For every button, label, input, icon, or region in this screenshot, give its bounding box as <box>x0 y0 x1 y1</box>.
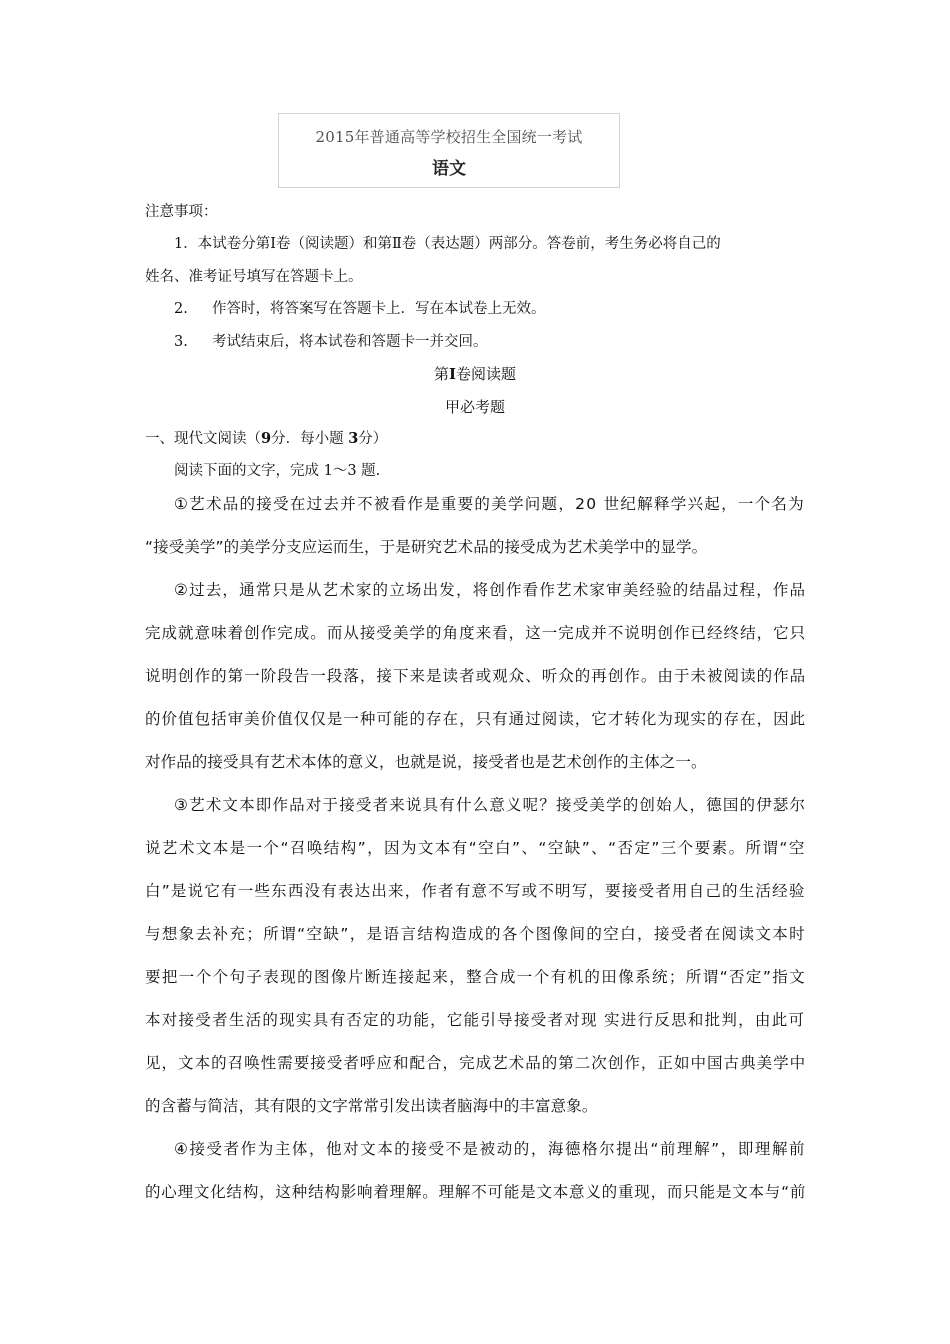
passage-line: ③艺术文本即作品对于接受者来说具有什么意义呢？接受美学的创始人，德国的伊瑟尔 <box>174 796 807 814</box>
notes-item-1-line-2: 姓名、准考证号填写在答题卡上。 <box>145 269 363 285</box>
exam-title: 2015年普通高等学校招生全国统一考试 <box>315 128 583 146</box>
passage-line: ②过去，通常只是从艺术家的立场出发，将创作看作艺术家审美经验的结晶过程，作品 <box>174 581 807 599</box>
notes-item-1-line-1: 1．本试卷分第Ⅰ卷（阅读题）和第Ⅱ卷（表达题）两部分。答卷前，考生务必将自己的 <box>174 236 721 252</box>
part-heading: 一、现代文阅读（9分．每小题 3分） <box>145 430 388 447</box>
passage-line: 说艺术文本是一个“召唤结构”，因为文本有“空白”、“空缺”、“否定”三个要素。所谓“空 <box>145 839 806 857</box>
passage-line: 的含蓄与简洁，其有限的文字常常引发出读者脑海中的丰富意象。 <box>145 1097 598 1115</box>
required-questions-title: 甲必考题 <box>444 398 505 416</box>
notes-item-2-text: 作答时，将答案写在答题卡上．写在本试卷上无效。 <box>212 301 546 317</box>
exam-title-box <box>278 113 620 188</box>
passage-line: 对作品的接受具有艺术本体的意义，也就是说，接受者也是艺术创作的主体之一。 <box>145 753 707 771</box>
passage-line: 要把一个个句子表现的图像片断连接起来，整合成一个有机的田像系统；所谓“否定”指文 <box>145 968 807 986</box>
passage-line: 说明创作的第一阶段告一段落，接下来是读者或观众、听众的再创作。由于未被阅读的作品 <box>145 667 807 685</box>
notes-item-3-number: 3. <box>174 334 188 350</box>
notes-item-2-number: 2. <box>174 301 188 317</box>
passage-line: 白”是说它有一些东西没有表达出来，作者有意不写或不明写，要接受者用自己的生活经验 <box>145 882 806 900</box>
notes-heading: 注意事项： <box>145 204 218 220</box>
volume-title: 第I卷阅读题 <box>433 365 517 383</box>
notes-item-3-text: 考试结束后，将本试卷和答题卡一并交回。 <box>212 334 488 350</box>
passage-line: 与想象去补充；所谓“空缺”，是语言结构造成的各个图像间的空白，接受者在阅读文本时 <box>145 925 807 943</box>
passage-line: 完成就意味着创作完成。而从接受美学的角度来看，这一完成并不说明创作已经终结，它只 <box>145 624 807 642</box>
passage-line: 见，文本的召唤性需要接受者呼应和配合，完成艺术品的第二次创作，正如中国古典美学中 <box>145 1054 807 1072</box>
passage-line: “接受美学”的美学分支应运而生，于是研究艺术品的接受成为艺术美学中的显学。 <box>145 538 708 556</box>
passage-line: 的心理文化结构，这种结构影响着理解。理解不可能是文本意义的重现，而只能是文本与“前 <box>145 1183 807 1201</box>
reading-instruction: 阅读下面的文字，完成 1～3 题. <box>174 463 381 479</box>
passage-line: ④接受者作为主体，他对文本的接受不是被动的，海德格尔提出“前理解”，即理解前 <box>174 1140 807 1158</box>
passage-line: ①艺术品的接受在过去并不被看作是重要的美学问题，20 世纪解释学兴起，一个名为 <box>174 495 805 513</box>
passage-line: 本对接受者生活的现实具有否定的功能，它能引导接受者对现 实进行反思和批判，由此可 <box>145 1011 806 1029</box>
exam-subject: 语文 <box>432 159 466 179</box>
passage-line: 的价值包括审美价值仅仅是一种可能的存在，只有通过阅读，它才转化为现实的存在，因此 <box>145 710 807 728</box>
